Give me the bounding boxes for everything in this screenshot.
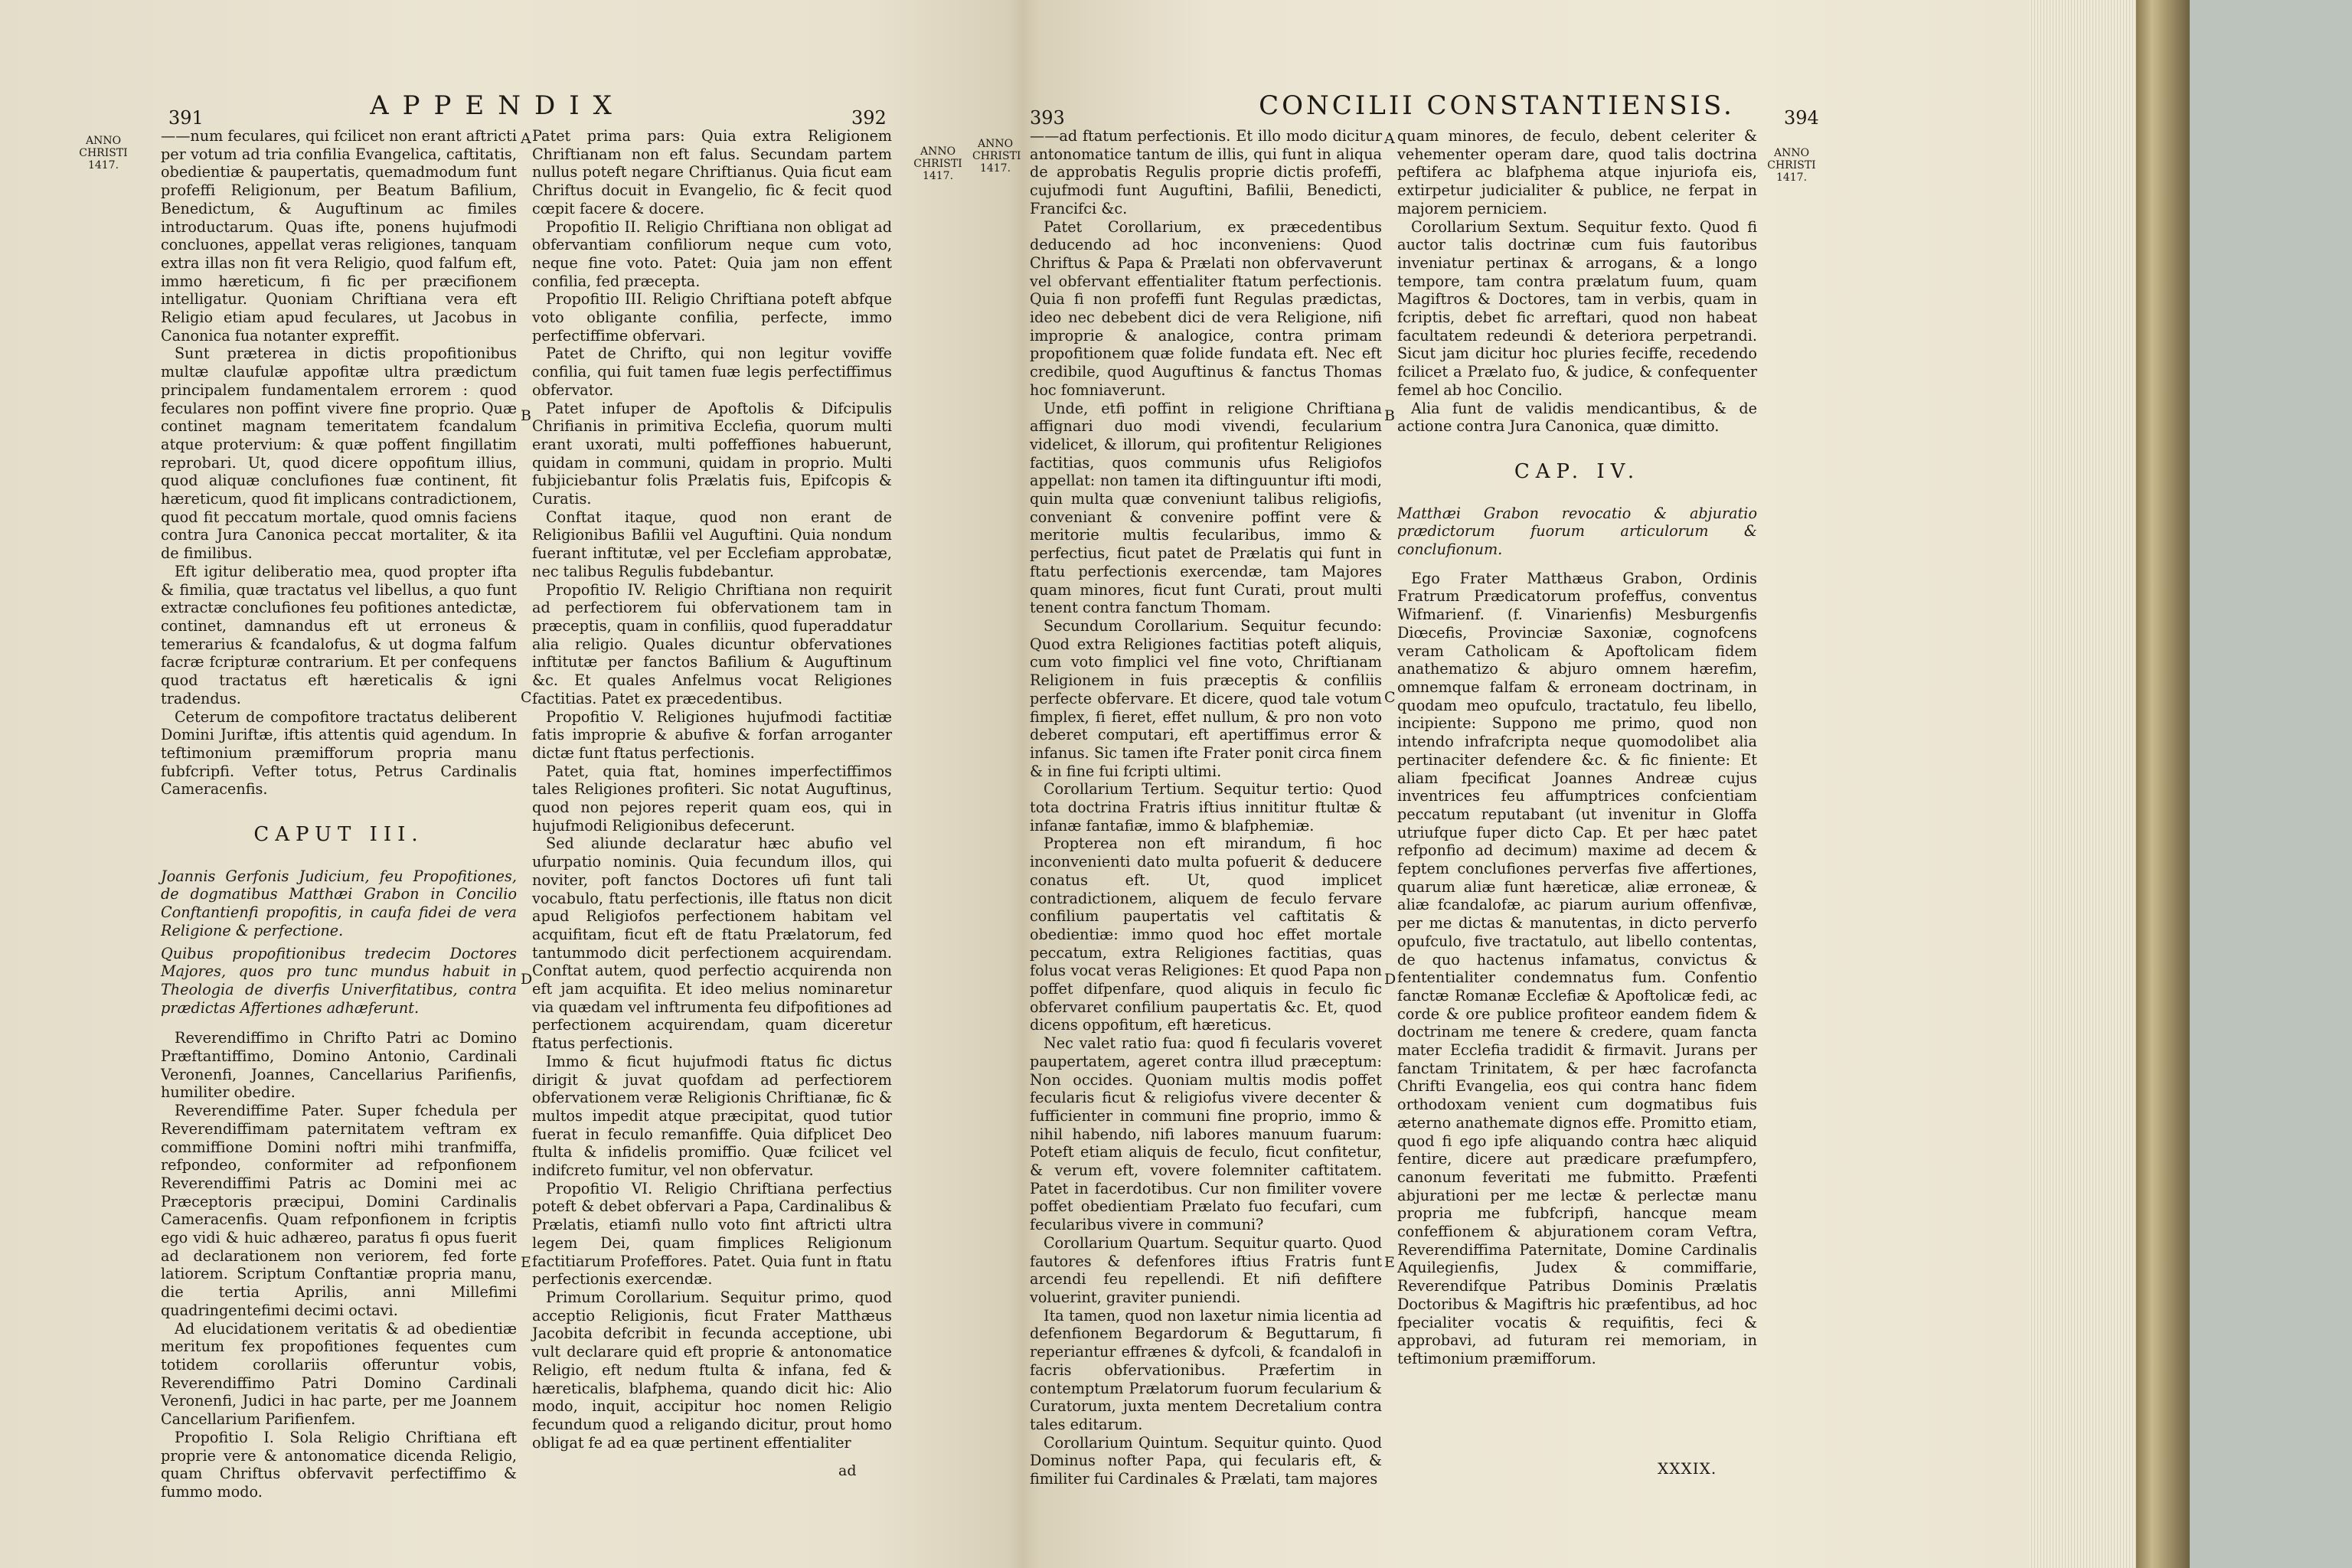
section-letter: B: [521, 407, 531, 424]
paragraph: Corollarium Tertium. Sequitur tertio: Quod tota doctrina Fratris iftius innititur ftultæ & infanæ fantafiæ, immo & blafphemiæ.: [1030, 780, 1382, 835]
page-number: 392: [851, 107, 887, 129]
section-letter: C: [521, 689, 532, 706]
paragraph: Secundum Corollarium. Sequitur fecundo: Quod extra Religiones factitias poteft aliquis, cum voto fimplici vel fine voto, Chriftianam Religionem in fuis præceptis & confiliis perfecte obfervare. Et dicere, quod tale votum fimplex, fi fieret, effet nullum, & pro non voto deberet computari, eft apertiffimus error & infanus. Sic tamen ifte Frater ponit circa finem & in fine fui fcripti ultimi.: [1030, 616, 1382, 780]
paragraph: Patet, quia ftat, homines imperfectiffimos tales Religiones profiteri. Sic notat Auguftinus, quod non pejores reperit quam eos, qui in hujufmodi Religionibus defecerunt.: [532, 762, 892, 835]
left-column-1: [161, 127, 517, 1501]
paragraph: Sed aliunde declaratur hæc abufio vel ufurpatio nominis. Quia fecundum illos, qui noviter, poft fanctos Doctores ufi funt tali vocabulo, ftatu perfectionis, ille ftatus non dicit apud Religiofos perfectionem habitam vel acquifitam, ficut eft de ftatu Prælatorum, fed tantummodo dicit perfectionem acquirendam. Conftat autem, quod perfectio acquirenda non eft jam acquifita. Et ideo melius nominaretur via quædam vel inftrumenta feu difpofitiones ad perfectionem acquirendam, quam diceretur ftatus perfectionis.: [532, 835, 892, 1053]
paragraph: Reverendiffime Pater. Super fchedula per Reverendiffimam paternitatem veftram ex commiffione Domini noftri mihi tranfmiffa, refpondeo, conformiter ad refponfionem Reverendiffimi Patris ac Domini mei ac Præceptoris præcipui, Domini Cardinalis Cameracenfis. Quam refponfionem in fcriptis ego vidi & huic adhæreo, paratus fi opus fuerit ad declarationem non veriorem, fed forte latiorem. Scriptum Conftantiæ propria manu, die tertia Aprilis, anni Millefimi quadringentefimi decimi octavi.: [161, 1102, 517, 1319]
catchword: ad: [838, 1462, 857, 1479]
section-letter: A: [521, 130, 531, 147]
paragraph: Immo & ficut hujufmodi ftatus fic dictus dirigit & juvat quofdam ad perfectiorem obfervationem veræ Religionis Chriftianæ, fic & multos impedit atque præcipitat, quod tutior fuerat in feculo remanfiffe. Quia difplicet Deo ftulta & infidelis promiffio. Quæ fcilicet vel indifcreto fumitur, vel non obfervatur.: [532, 1052, 892, 1180]
section-letter: A: [1384, 130, 1395, 147]
paragraph: Propofitio VI. Religio Chriftiana perfectius poteft & debet obfervari a Papa, Cardinalibus & Prælatis, etiamfi nullo voto fint aftricti ultra legem Dei, quam fimplices Religionum factitiarum Profeffores. Patet. Quia funt in ftatu perfectionis exercendæ.: [532, 1179, 892, 1289]
paragraph: ——num feculares, qui fcilicet non erant aftricti per votum ad tria confilia Evangelica, caftitatis, obedientiæ & paupertatis, quemadmodum funt profeffi Religionum, per Beatum Bafilium, Benedictum, & Auguftinum ac fimiles introductarum. Quas ifte, ponens hujufmodi concluones, appellat veras religiones, tanquam extra illas non fit vera Religio, quod falfum eft, immo hæreticum, fi fic per præcifionem intelligatur. Quoniam Chriftiana vera eft Religio etiam apud feculares, ut Jacobus in Canonica fua notanter expreffit.: [161, 127, 517, 345]
paragraph: Corollarium Quintum. Sequitur quinto. Quod Dominus nofter Papa, qui fecularis eft, & fimiliter fui Cardinales & Prælati, tam majores: [1030, 1433, 1382, 1488]
book-cover-edge: [2136, 0, 2190, 1568]
rubric: Matthæi Grabon revocatio & abjuratio prædictorum fuorum articulorum & conclufionum.: [1397, 504, 1757, 559]
running-title: CONCILII CONSTANTIENSIS.: [1259, 90, 1735, 121]
chapter-heading: CAPUT III.: [253, 823, 424, 847]
paragraph: Alia funt de validis mendicantibus, & de actione contra Jura Canonica, quæ dimitto.: [1397, 399, 1757, 436]
running-title: APPENDIX: [370, 90, 626, 121]
signature-mark: XXXIX.: [1658, 1459, 1717, 1478]
section-letter: E: [1384, 1254, 1395, 1271]
section-letter: E: [521, 1254, 531, 1271]
paragraph: Eft igitur deliberatio mea, quod propter ifta & fimilia, quæ tractatus vel libellus, a quo funt extractæ conclufiones feu pofitiones antedictæ, continet, damnandus eft ut erroneus & temerarius & fcandalofus, & ut dogma falfum facræ fcripturæ contrarium. Et per confequens quod tractatus eft hæreticalis & igni tradendus.: [161, 562, 517, 707]
right-column-1: [1030, 127, 1382, 1488]
paragraph: Ita tamen, quod non laxetur nimia licentia ad defenfionem Begardorum & Beguttarum, fi reperiantur effrænes & dyfcoli, & fcandalofi in facris obfervationibus. Præfertim in contemptum Prælatorum fuorum fecularium & Curatorum, juxta mentem Decretalium contra tales editarum.: [1030, 1306, 1382, 1433]
paragraph: Propofitio IV. Religio Chriftiana non requirit ad perfectiorem fui obfervationem tam in præceptis, quam in confiliis, quod fuperaddatur alia religio. Quales dicuntur obfervationes inftitutæ per fanctos Bafilium & Auguftinum &c. Et quales Anfelmus vocat Religiones factitias. Patet ex præcedentibus.: [532, 580, 892, 707]
paragraph: Reverendiffimo in Chrifto Patri ac Domino Præftantiffimo, Domino Antonio, Cardinali Veronenfi, Joannes, Cancellarius Parifienfis, humiliter obedire.: [161, 1029, 517, 1102]
paragraph: Primum Corollarium. Sequitur primo, quod acceptio Religionis, ficut Frater Matthæus Jacobita defcribit in fecunda acceptione, ubi vult declarare quid eft proprie & antonomatice Religio, eft nedum ftulta & infana, fed & hæreticalis, blafphema, quando dicit hic: Alio modo, inquit, accipitur hoc nomen Religio fecundum quod a religando dicitur, prout homo obligat fe ad ea quæ pertinent effentialiter: [532, 1289, 892, 1452]
page-number: 391: [168, 107, 204, 129]
paragraph: Patet prima pars: Quia extra Religionem Chriftianam non eft falus. Secundam partem nullus poteft negare Chriftianus. Quia ficut eam Chriftus docuit in Evangelio, fic & fecit quod cœpit facere & docere.: [532, 127, 892, 217]
section-letter: B: [1384, 407, 1395, 424]
chapter-heading: CAP. IV.: [1514, 459, 1641, 483]
paragraph: Ego Frater Matthæus Grabon, Ordinis Fratrum Prædicatorum profeffus, conventus Wifmarienf. (f. Vinarienfis) Mesburgenfis Diœcefis, Provinciæ Saxoniæ, cognofcens veram Catholicam & Apoftolicam fidem anathematizo & abjuro omnem hærefim, omnemque falfam & erroneam doctrinam, in quodam meo opufculo, tractatulo, feu libello, incipiente: Suppono me primo, quod non intendo infrafcripta neque quomodolibet alia pertinaciter defendere &c. & fic finiente: Et aliam fpecificat Joannes Andreæ cujus inventrices feu affumptrices confcientiam peccatum reputabant (ut invenitur in Gloffa utriufque fuper dicto Cap. Et per hæc patet refponfio ad decimum) maxime ad decem & feptem conclufiones perverfas five affertiones, quarum aliæ funt hæreticæ, aliæ erroneæ, & aliæ fcandalofæ, ac piarum aurium offenfivæ, per me dictas & manutentas, in dicto perverfo opufculo, five tractatulo, aut libello contentas, de quo hactenus infamatus, convictus & fententialiter condemnatus fum. Confentio fanctæ Romanæ Ecclefiæ & Apoftolicæ fedi, ac corde & ore publice profiteor eandem fidem & doctrinam me tenere & credere, quam fancta mater Ecclefia tradidit & firmavit. Jurans per fanctam Trinitatem, & per hæc facrofancta Chrifti Evangelia, eos qui contra hanc fidem orthodoxam venient cum dogmatibus fuis æterno anathemate dignos effe. Promitto etiam, quod fi ego ipfe aliquando contra hæc aliquid fentire, dicere aut prædicare præfumpfero, canonum feveritati me fubmitto. Præfenti abjurationi per me lectæ & perlectæ manu propria me fubfcripfi, hancque meam confeffionem & abjurationem coram Veftra, Reverendiffima Paternitate, Domine Cardinalis Aquilegienfis, Judex & commiffarie, Reverendifque Patribus Dominis Prælatis Doctoribus & Magiftris hic præfentibus, ad hoc fpecialiter vocatis & requifitis, feci & approbavi, ad futuram rei memoriam, in teftimonium præmifforum.: [1397, 569, 1757, 1367]
section-letter: D: [1384, 971, 1396, 988]
right-column-2: [1397, 127, 1757, 1368]
paragraph: Propterea non eft mirandum, fi hoc inconvenienti dato multa pofuerit & deducere conatus eft. Ut, quod implicet contradictionem, aliquem de feculo fervare confilium paupertatis vel caftitatis & obedientiæ: immo quod hoc effet mortale peccatum, extra Religiones factitias, quas folus vocat veras Religiones: Et quod Papa non poffet difpenfare, quod aliquis in feculo fic obfervaret confilium paupertatis &c. Et, quod dicens oppofitum, eft hæreticus.: [1030, 835, 1382, 1034]
paragraph: Propofitio II. Religio Chriftiana non obligat ad obfervantiam confiliorum neque cum voto, neque fine voto. Patet: Quia jam non effent confilia, fed præcepta.: [532, 217, 892, 290]
paragraph: Nec valet ratio fua: quod fi fecularis voveret paupertatem, ageret contra illud præceptum: Non occides. Quoniam multis modis poffet fecularis ficut & religiofus vivere decenter & fufficienter in communi fine proprio, immo & nihil habendo, nifi labores manuum fuarum: Poteft etiam aliquis de feculo, ficut confitetur, & verum eft, vovere folemniter caftitatem. Patet in facerdotibus. Cur non fimiliter vovere poffet obedientiam Prælato fuo fecufari, cum fecularibus vivere in communi?: [1030, 1034, 1382, 1234]
page-edges: [2029, 0, 2151, 1568]
paragraph: Sunt præterea in dictis propofitionibus multæ claufulæ appofitæ ultra prædictum principalem fundamentalem errorem : quod feculares non poffint vivere fine proprio. Quæ continet magnam temeritatem fcandalum atque protervium: & quæ poffent fingillatim reprobari. Ut, quod dicere oppofitum illius, quod aliquæ conclufiones fuæ continent, fit hæreticum, quod fit implicans contradictionem, quod fit peccatum mortale, quod omnis faciens contra Jura Canonica peccat mortaliter, & ita de fimilibus.: [161, 345, 517, 563]
paragraph: Unde, etfi poffint in religione Chriftiana affignari duo modi vivendi, fecularium videlicet, & illorum, qui profitentur Religiones factitias, quos communis ufus Religiofos appellat: non tamen ita diftinguuntur ifti modi, quin multa quæ conveniunt talibus religiofis, conveniant & convenire poffint vere & meritorie multis fecularibus, immo & perfectius, ficut patet de Prælatis qui funt in ftatu perfectionis exercendæ, tam Majores quam minores, ficut funt Curati, prout multi tenent contra fanctum Thomam.: [1030, 399, 1382, 617]
paragraph: Conftat itaque, quod non erant de Religionibus Bafilii vel Auguftini. Quia nondum fuerant inftitutæ, vel per Ecclefiam approbatæ, nec talibus Regulis fubdebantur.: [532, 508, 892, 580]
rubric: Joannis Gerfonis Judicium, feu Propofitiones, de dogmatibus Matthæi Grabon in Concilio Conftantienfi propofitis, in caufa fidei de vera Religione & perfectione.: [161, 867, 517, 939]
paragraph: Propofitio III. Religio Chriftiana poteft abfque voto obligante confilia, perfecte, immo perfectiffime obfervari.: [532, 290, 892, 345]
paragraph: Ad elucidationem veritatis & ad obedientiæ meritum fex propofitiones fequentes cum totidem corollariis offeruntur vobis, Reverendiffimo Patri Domino Cardinali Veronenfi, Judici in hac parte, per me Joannem Cancellarium Parifienfem.: [161, 1319, 517, 1429]
paragraph: Propofitio V. Religiones hujufmodi factitiæ fatis improprie & abufive & forfan arroganter dictæ funt ftatus perfectionis.: [532, 707, 892, 762]
paragraph: Corollarium Sextum. Sequitur fexto. Quod fi auctor talis doctrinæ cum fuis fautoribus inveniatur pertinax & arrogans, & a longo tempore, tam contra prælatum fuum, quam Magiftros & Doctores, tam in verbis, quam in fcriptis, debet fic arreftari, quod non habeat facultatem redeundi & deteriora perpetrandi. Sicut jam dicitur hoc pluries feciffe, recedendo fcilicet a Prælato fuo, & judice, & confequenter femel ab hoc Concilio.: [1397, 217, 1757, 399]
margin-note: ANNO CHRISTI 1417.: [913, 145, 962, 182]
left-column-2: [532, 127, 892, 1452]
section-letter: C: [1384, 689, 1396, 706]
margin-note: ANNO CHRISTI 1417.: [79, 135, 128, 172]
paragraph: quam minores, de feculo, debent celeriter & vehementer operam dare, quod talis doctrina peftifera ac blafphema atque injuriofa eis, extirpetur judicialiter & publice, ne ferpat in majorem perniciem.: [1397, 127, 1757, 217]
paragraph: ——ad ftatum perfectionis. Et illo modo dicitur antonomatice tantum de illis, qui funt in aliqua de approbatis Regulis proprie dictis profeffi, cujufmodi funt Auguftini, Bafilii, Benedicti, Francifci &c.: [1030, 127, 1382, 217]
paragraph: Patet infuper de Apoftolis & Difcipulis Chrifianis in primitiva Ecclefia, quorum multi erant uxorati, multi poffeffiones habuerunt, quidam in communi, quidam in proprio. Multi fubjiciebantur folis Prælatis fuis, Epifcopis & Curatis.: [532, 399, 892, 508]
margin-note: ANNO CHRISTI 1417.: [972, 138, 1021, 175]
margin-note: ANNO CHRISTI 1417.: [1767, 147, 1816, 184]
paragraph: Corollarium Quartum. Sequitur quarto. Quod fautores & defenfores iftius Fratris funt arcendi feu repellendi. Et nifi defiftere voluerint, graviter puniendi.: [1030, 1233, 1382, 1306]
page-number: 394: [1784, 107, 1819, 129]
paragraph: Ceterum de compofitore tractatus deliberent Domini Juriftæ, iftis attentis quid agendum. In teftimonium præmifforum propria manu fubfcripfi. Vefter totus, Petrus Cardinalis Cameracenfis.: [161, 707, 517, 799]
paragraph: Propofitio I. Sola Religio Chriftiana eft proprie vere & antonomatice dicenda Religio, quam Chriftus obfervavit perfectiffimo & fummo modo.: [161, 1428, 517, 1501]
page-number: 393: [1030, 107, 1065, 129]
paragraph: Patet Corollarium, ex præcedentibus deducendo ad hoc inconveniens: Quod Chriftus & Papa & Prælati non obfervaverunt vel obfervant effentialiter ftatum perfectionis. Quia fi non profeffi funt Regulas prædictas, ideo nec debebent dici de vera Religione, nifi improprie & analogice, contra primam propofitionem quæ folide fundata eft. Nec eft credibile, quod Auguftinus & fanctus Thomas hoc fomniaverunt.: [1030, 217, 1382, 399]
section-letter: D: [521, 971, 533, 988]
paragraph: Patet de Chrifto, qui non legitur voviffe confilia, qui fuit tamen fuæ legis perfectiffimus obfervator.: [532, 345, 892, 399]
rubric: Quibus propofitionibus tredecim Doctores Majores, quos pro tunc mundus habuit in Theologia de diverfis Univerfitatibus, contra prædictas Affertiones adhæferunt.: [161, 944, 517, 1017]
